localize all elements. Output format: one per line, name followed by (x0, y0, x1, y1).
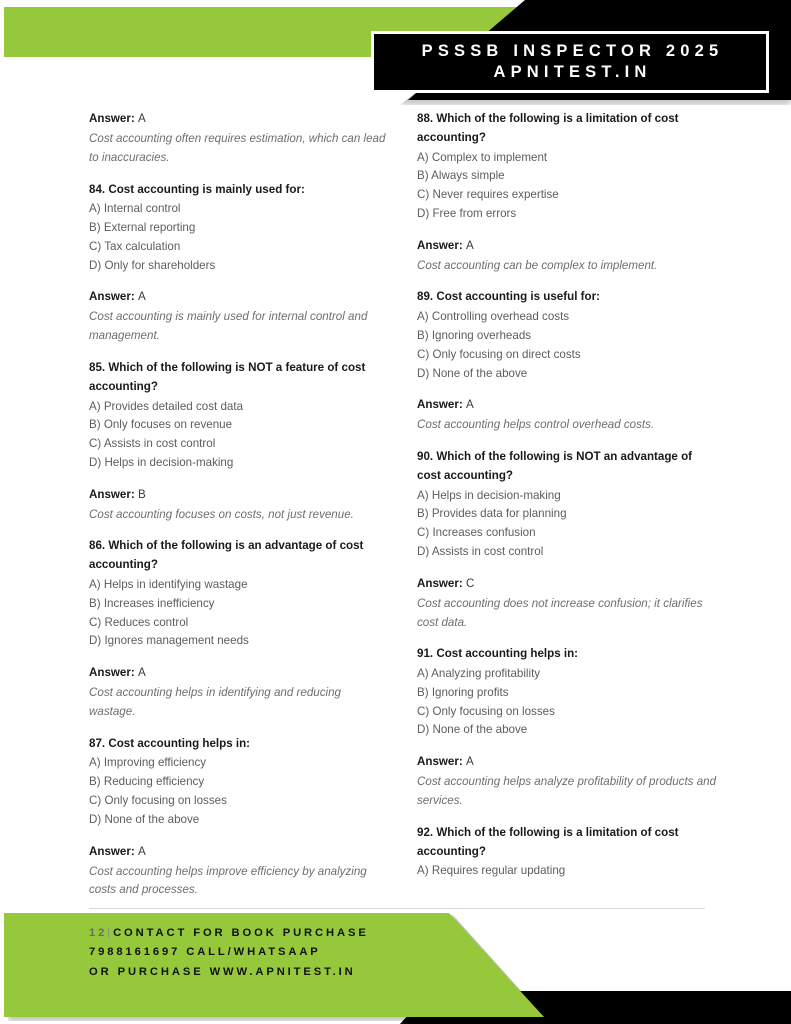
question-block (89, 735, 389, 900)
option-item: C) Only focusing on losses (89, 793, 227, 807)
answer-explanation: Cost accounting often requires estimation, which can lead to inaccuracies. (89, 131, 386, 164)
option-item: C) Only focusing on direct costs (417, 347, 581, 361)
option-item: B) Reducing efficiency (89, 775, 205, 789)
option-item: A) Improving efficiency (89, 756, 207, 770)
option-item: D) Assists in cost control (417, 545, 544, 558)
question-text: 84. Cost accounting is mainly used for: (89, 182, 305, 196)
option-item: A) Analyzing profitability (417, 667, 541, 681)
answer-line (417, 753, 717, 771)
header-title-line-1: PSSSB INSPECTOR 2025 (421, 42, 724, 61)
page-content (0, 110, 791, 900)
options-list (417, 487, 717, 562)
option-item: B) Ignoring overheads (417, 329, 532, 342)
option-item: B) External reporting (89, 221, 196, 235)
footer-line-1 (89, 924, 369, 943)
page-footer (0, 913, 791, 1024)
option-item: A) Requires regular updating (417, 864, 566, 878)
question-block (417, 448, 717, 632)
answer-value: A (465, 238, 474, 252)
header-title-box (371, 31, 769, 93)
options-list (417, 862, 717, 881)
question-block (417, 288, 717, 435)
page-header (0, 0, 791, 108)
option-item: D) None of the above (417, 723, 528, 737)
option-item: D) Ignores management needs (89, 634, 249, 648)
footer-contact-label: CONTACT FOR BOOK PURCHASE (113, 927, 369, 939)
answer-line (89, 288, 389, 306)
answer-label: Answer: (417, 755, 463, 769)
options-list (89, 200, 389, 275)
answer-label: Answer: (417, 576, 463, 590)
answer-label: Answer: (89, 487, 135, 501)
option-item: D) Free from errors (417, 206, 517, 220)
answer-value: A (137, 112, 146, 125)
option-item: A) Internal control (89, 202, 181, 216)
right-column (417, 110, 717, 900)
answer-explanation: Cost accounting focuses on costs, not just revenue. (89, 507, 354, 521)
answer-label: Answer: (417, 398, 463, 412)
answer-line (89, 843, 389, 861)
footer-text-group (89, 924, 369, 982)
answer-explanation: Cost accounting can be complex to implement. (417, 258, 658, 272)
header-title-line-2: APNITEST.IN (493, 63, 652, 81)
options-list (89, 398, 389, 473)
answer-line (417, 575, 717, 593)
answer-label: Answer: (89, 290, 135, 304)
answer-explanation: Cost accounting helps improve efficiency by analyzing costs and processes. (89, 864, 367, 897)
lead-answer-block (89, 110, 389, 168)
question-block (89, 359, 389, 524)
options-list (89, 576, 389, 651)
options-list (417, 149, 717, 224)
answer-value: A (465, 398, 474, 412)
answer-line (417, 237, 717, 255)
option-item: C) Never requires expertise (417, 188, 559, 202)
answer-explanation: Cost accounting helps analyze profitability of products and services. (417, 775, 717, 807)
option-item: B) Only focuses on revenue (89, 418, 233, 432)
options-list (417, 308, 717, 383)
question-text: 89. Cost accounting is useful for: (417, 290, 600, 304)
option-item: B) Always simple (417, 169, 505, 183)
option-item: A) Helps in decision-making (417, 488, 561, 502)
answer-explanation: Cost accounting helps control overhead costs. (417, 418, 655, 432)
question-text: 91. Cost accounting helps in: (417, 647, 579, 661)
option-item: B) Increases inefficiency (89, 596, 215, 610)
answer-value: A (137, 844, 146, 858)
option-item: C) Increases confusion (417, 526, 536, 540)
answer-value: A (465, 755, 474, 769)
option-item: D) Helps in decision-making (89, 455, 234, 469)
question-block (417, 110, 717, 275)
question-block (417, 645, 717, 810)
answer-explanation: Cost accounting is mainly used for internal control and management. (89, 310, 368, 343)
option-item: C) Reduces control (89, 615, 189, 629)
question-text: 87. Cost accounting helps in: (89, 736, 251, 750)
option-item: B) Ignoring profits (417, 685, 509, 699)
option-item: C) Assists in cost control (89, 437, 216, 451)
answer-label: Answer: (89, 844, 135, 858)
question-text: 85. Which of the following is NOT a feature of cost accounting? (89, 360, 366, 393)
answer-label: Answer: (417, 238, 463, 252)
options-list (417, 665, 717, 740)
answer-value: C (465, 576, 475, 590)
answer-explanation: Cost accounting helps in identifying and reducing wastage. (89, 686, 342, 718)
options-list (89, 754, 389, 829)
footer-separator: | (107, 927, 114, 939)
question-text: 92. Which of the following is a limitation of cost accounting? (417, 825, 679, 858)
left-column (89, 110, 389, 900)
option-item: A) Complex to implement (417, 150, 548, 164)
answer-value: B (137, 487, 146, 501)
option-item: C) Tax calculation (89, 239, 181, 253)
option-item: D) None of the above (89, 812, 200, 826)
question-block (89, 181, 389, 346)
question-text: 90. Which of the following is NOT an advantage of cost accounting? (417, 450, 693, 482)
page-number: 12 (89, 927, 108, 939)
question-text: 88. Which of the following is a limitation of cost accounting? (417, 112, 679, 144)
answer-label: Answer: (89, 666, 135, 680)
option-item: A) Controlling overhead costs (417, 310, 570, 324)
answer-label: Answer: (89, 112, 135, 125)
option-item: A) Provides detailed cost data (89, 399, 244, 413)
answer-value: A (137, 666, 146, 680)
answer-value: A (137, 290, 146, 304)
footer-line-2: 7988161697 CALL/WHATSAAP (89, 946, 321, 959)
option-item: D) None of the above (417, 366, 528, 380)
question-text: 86. Which of the following is an advantage of cost accounting? (89, 539, 364, 572)
footer-line-3: OR PURCHASE WWW.APNITEST.IN (89, 965, 356, 978)
question-block (89, 537, 389, 721)
option-item: D) Only for shareholders (89, 258, 216, 272)
option-item: A) Helps in identifying wastage (89, 577, 248, 591)
answer-line (417, 396, 717, 414)
option-item: C) Only focusing on losses (417, 704, 555, 718)
question-block (417, 824, 717, 881)
option-item: B) Provides data for planning (417, 507, 567, 521)
footer-divider (89, 908, 705, 909)
answer-line (89, 110, 389, 128)
answer-explanation: Cost accounting does not increase confusion; it clarifies cost data. (417, 596, 703, 629)
answer-line (89, 664, 389, 682)
answer-line (89, 486, 389, 504)
